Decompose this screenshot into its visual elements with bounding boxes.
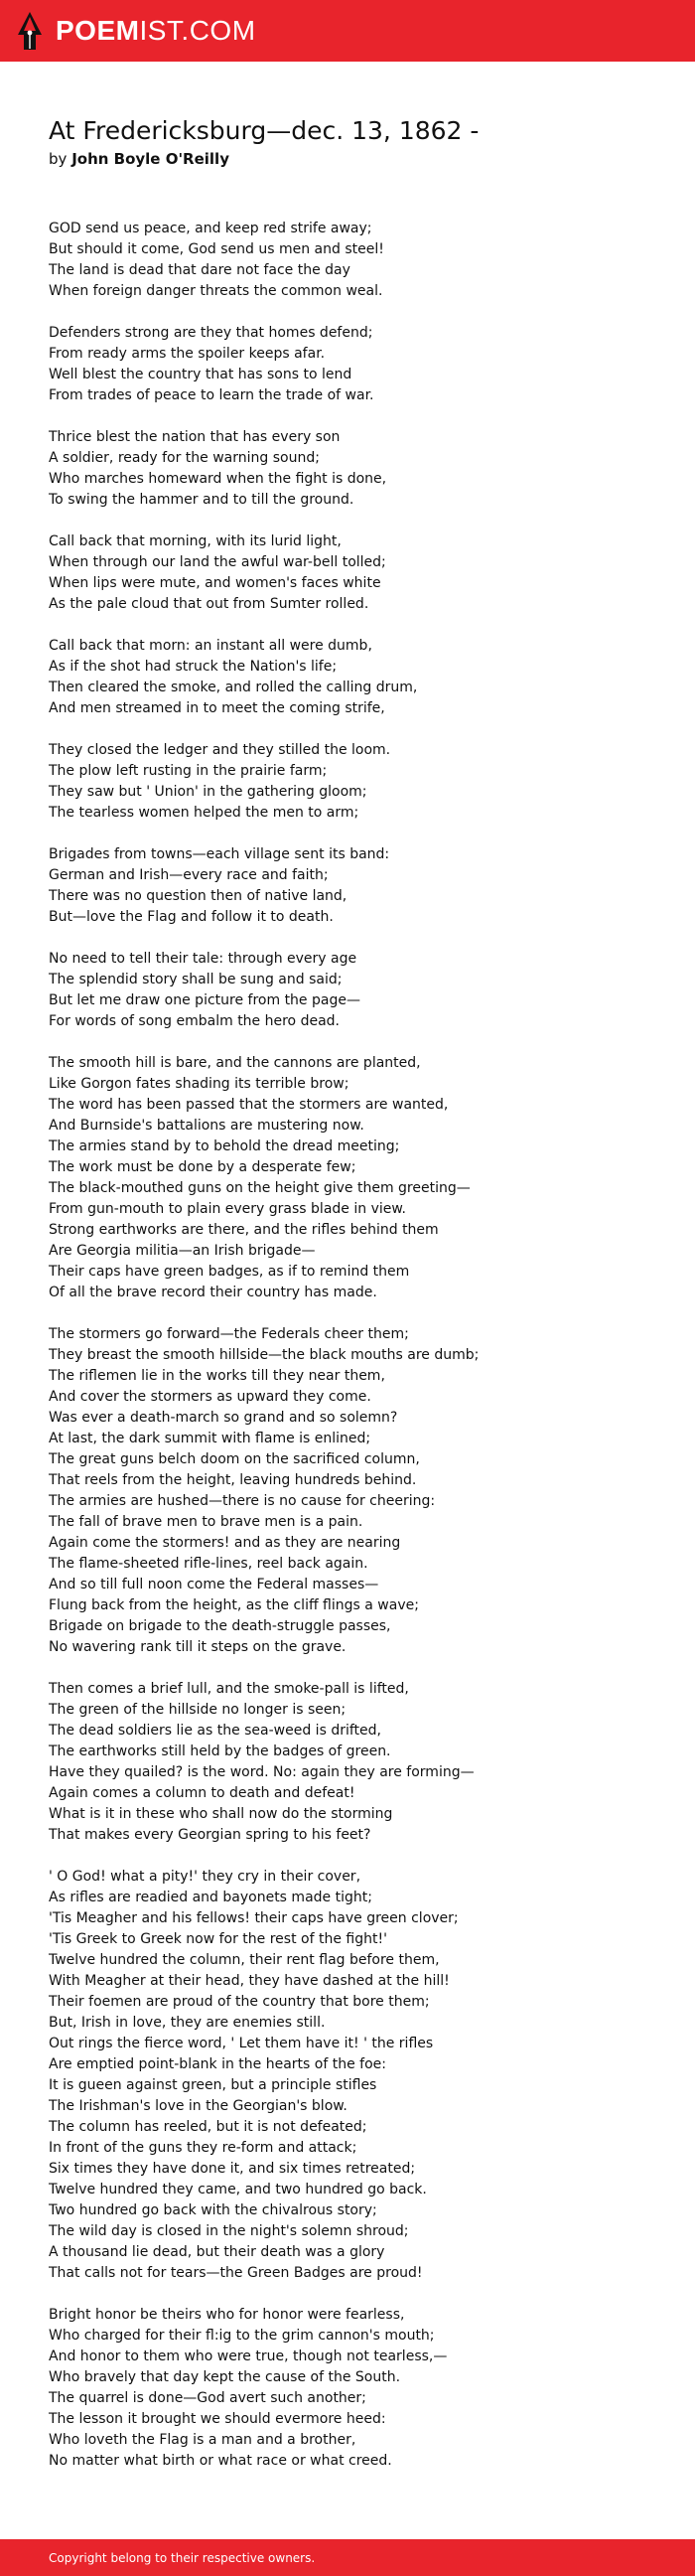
stanza xyxy=(49,844,664,928)
stanza xyxy=(49,1867,664,2284)
poem-line: The riflemen lie in the works till they near them, xyxy=(49,1368,385,1384)
poem-line: Are Georgia militia—an Irish brigade— xyxy=(49,1243,316,1259)
poem-line: Who loveth the Flag is a man and a brother, xyxy=(49,2432,356,2448)
poem-line: Call back that morn: an instant all were dumb, xyxy=(49,638,372,654)
brand-rest: IST.COM xyxy=(139,15,256,46)
poem-title: At Fredericksburg—dec. 13, 1862 - xyxy=(49,116,480,145)
poem-line: Are emptied point-blank in the hearts of the foe: xyxy=(49,2056,386,2072)
poem-line: But should it come, God send us men and steel! xyxy=(49,241,384,257)
fountain-pen-icon xyxy=(16,11,44,51)
poem-line: The word has been passed that the stormers are wanted, xyxy=(49,1097,449,1113)
site-footer xyxy=(0,2539,695,2576)
poem-line: Strong earthworks are there, and the rifles behind them xyxy=(49,1222,439,1238)
stanza xyxy=(49,1053,664,1303)
poem-line: Brigade on brigade to the death-struggle passes, xyxy=(49,1618,391,1634)
poem-heading xyxy=(49,115,664,169)
poem-line: The dead soldiers lie as the sea-weed is drifted, xyxy=(49,1723,381,1739)
poem-line: What is it in these who shall now do the storming xyxy=(49,1806,393,1822)
poem-line: Was ever a death-march so grand and so solemn? xyxy=(49,1410,398,1426)
brand-bold: POEM xyxy=(56,15,140,46)
poem-line: The green of the hillside no longer is seen; xyxy=(49,1702,347,1718)
poem-line: Who charged for their fl:ig to the grim cannon's mouth; xyxy=(49,2328,435,2344)
poem-line: The wild day is closed in the night's solemn shroud; xyxy=(49,2223,409,2239)
site-logo[interactable] xyxy=(16,0,256,62)
author-name: John Boyle O'Reilly xyxy=(71,150,229,168)
poem-line: The quarrel is done—God avert such another; xyxy=(49,2390,366,2406)
poem-line: Defenders strong are they that homes defend; xyxy=(49,325,373,341)
poem-line: 'Tis Meagher and his fellows! their caps have green clover; xyxy=(49,1910,459,1926)
poem-line: It is gueen against green, but a principle stifles xyxy=(49,2077,377,2093)
poem-line: The stormers go forward—the Federals cheer them; xyxy=(49,1326,409,1342)
poem-line: And honor to them who were true, though not tearless,— xyxy=(49,2349,448,2364)
poem-line: The smooth hill is bare, and the cannons are planted, xyxy=(49,1055,421,1071)
poem-line: Then cleared the smoke, and rolled the calling drum, xyxy=(49,680,418,695)
poem-line: There was no question then of native land, xyxy=(49,888,348,904)
poem-line: Out rings the fierce word, ' Let them have it! ' the rifles xyxy=(49,2036,434,2051)
poem-line: The work must be done by a desperate few; xyxy=(49,1159,356,1175)
poem-line: The armies are hushed—there is no cause for cheering: xyxy=(49,1493,436,1509)
poem-line: Their foemen are proud of the country that bore them; xyxy=(49,1994,430,2010)
poem-line: They breast the smooth hillside—the black mouths are dumb; xyxy=(49,1347,480,1363)
poem-line: As if the shot had struck the Nation's life; xyxy=(49,659,338,675)
poem-line: Who bravely that day kept the cause of the South. xyxy=(49,2369,401,2385)
poem-line: The splendid story shall be sung and said; xyxy=(49,972,343,987)
poem-line: And Burnside's battalions are mustering now. xyxy=(49,1118,364,1134)
stanza xyxy=(49,531,664,615)
stanza xyxy=(49,949,664,1032)
poem-line: To swing the hammer and to till the ground. xyxy=(49,492,354,508)
poem-line: 'Tis Greek to Greek now for the rest of the fight!' xyxy=(49,1931,387,1947)
poem-line: The tearless women helped the men to arm; xyxy=(49,805,359,821)
poem-line: German and Irish—every race and faith; xyxy=(49,867,329,883)
poem-line: Their caps have green badges, as if to remind them xyxy=(49,1264,410,1280)
poem-line: Call back that morning, with its lurid light, xyxy=(49,533,342,549)
poem-line: From trades of peace to learn the trade of war. xyxy=(49,387,374,403)
stanza xyxy=(49,740,664,824)
poem-line: The plow left rusting in the prairie farm; xyxy=(49,763,328,779)
byline-prefix: by xyxy=(49,150,68,168)
poem-line: Two hundred go back with the chivalrous story; xyxy=(49,2202,377,2218)
poem-line: The black-mouthed guns on the height give them greeting— xyxy=(49,1180,471,1196)
poem-line: Bright honor be theirs who for honor were fearless, xyxy=(49,2307,405,2323)
byline xyxy=(49,149,664,169)
poem-line: The Irishman's love in the Georgian's blow. xyxy=(49,2098,348,2114)
stanza xyxy=(49,323,664,406)
poem-line: That reels from the height, leaving hundreds behind. xyxy=(49,1472,417,1488)
poem-line: A thousand lie dead, but their death was a glory xyxy=(49,2244,385,2260)
site-brand xyxy=(56,17,256,45)
poem-line: At last, the dark summit with flame is enlined; xyxy=(49,1431,371,1446)
poem-line: Flung back from the height, as the cliff flings a wave; xyxy=(49,1597,419,1613)
poem-line: Again come the stormers! and as they are nearing xyxy=(49,1535,401,1551)
poem-line: And so till full noon come the Federal masses— xyxy=(49,1577,379,1592)
poem-line: But, Irish in love, they are enemies still. xyxy=(49,2015,326,2031)
poem-line: When lips were mute, and women's faces white xyxy=(49,575,381,591)
poem-line: Six times they have done it, and six times retreated; xyxy=(49,2161,416,2177)
poem-line: They saw but ' Union' in the gathering gloom; xyxy=(49,784,367,800)
poem-line: The flame-sheeted rifle-lines, reel back again. xyxy=(49,1556,368,1572)
poem-line: When through our land the awful war-bell tolled; xyxy=(49,554,386,570)
poem-line: With Meagher at their head, they have dashed at the hill! xyxy=(49,1973,450,1989)
poem-line: The lesson it brought we should evermore heed: xyxy=(49,2411,386,2427)
poem-line: Have they quailed? is the word. No: again they are forming— xyxy=(49,1764,475,1780)
poem-line: ' O God! what a pity!' they cry in their cover, xyxy=(49,1869,361,1885)
poem-line: Twelve hundred the column, their rent flag before them, xyxy=(49,1952,440,1968)
poem-line: The great guns belch doom on the sacrificed column, xyxy=(49,1451,420,1467)
poem-line: And cover the stormers as upward they come. xyxy=(49,1389,371,1405)
poem-line: The column has reeled, but it is not defeated; xyxy=(49,2119,367,2135)
poem-line: For words of song embalm the hero dead. xyxy=(49,1013,340,1029)
poem-line: The armies stand by to behold the dread meeting; xyxy=(49,1138,400,1154)
poem-line: Twelve hundred they came, and two hundred go back. xyxy=(49,2182,427,2197)
poem-line: GOD send us peace, and keep red strife away; xyxy=(49,221,372,236)
poem-line: That calls not for tears—the Green Badges are proud! xyxy=(49,2265,423,2281)
poem-line: No matter what birth or what race or what creed. xyxy=(49,2453,392,2469)
poem-line: The land is dead that dare not face the day xyxy=(49,262,350,278)
poem-line: From ready arms the spoiler keeps afar. xyxy=(49,346,326,362)
poem-line: No need to tell their tale: through every age xyxy=(49,951,357,967)
poem-line: Who marches homeward when the fight is done, xyxy=(49,471,387,487)
poem-line: When foreign danger threats the common weal. xyxy=(49,283,383,299)
stanza xyxy=(49,219,664,302)
poem-line: The fall of brave men to brave men is a pain. xyxy=(49,1514,363,1530)
poem-line: The earthworks still held by the badges of green. xyxy=(49,1743,391,1759)
poem-line: Then comes a brief lull, and the smoke-pall is lifted, xyxy=(49,1681,409,1697)
poem-line: That makes every Georgian spring to his feet? xyxy=(49,1827,371,1843)
stanza xyxy=(49,1679,664,1846)
poem-line: As rifles are readied and bayonets made tight; xyxy=(49,1890,372,1905)
poem-line: A soldier, ready for the warning sound; xyxy=(49,450,320,466)
site-header xyxy=(0,0,695,62)
poem-line: Again comes a column to death and defeat! xyxy=(49,1785,355,1801)
poem-line: They closed the ledger and they stilled the loom. xyxy=(49,742,391,758)
poem-line: In front of the guns they re-form and attack; xyxy=(49,2140,357,2156)
poem-line: No wavering rank till it steps on the grave. xyxy=(49,1639,347,1655)
stanza xyxy=(49,636,664,719)
poem-line: Like Gorgon fates shading its terrible brow; xyxy=(49,1076,349,1092)
stanza xyxy=(49,1324,664,1658)
poem-body xyxy=(49,219,664,2493)
poem-line: Well blest the country that has sons to lend xyxy=(49,367,352,382)
poem-line: And men streamed in to meet the coming strife, xyxy=(49,700,385,716)
copyright-text: Copyright belong to their respective owners. xyxy=(49,2550,316,2565)
poem-line: From gun-mouth to plain every grass blade in view. xyxy=(49,1201,406,1217)
poem-line: As the pale cloud that out from Sumter rolled. xyxy=(49,596,369,612)
poem-line: But let me draw one picture from the page— xyxy=(49,992,360,1008)
poem-line: Thrice blest the nation that has every son xyxy=(49,429,341,445)
poem-line: Brigades from towns—each village sent its band: xyxy=(49,846,390,862)
poem-line: But—love the Flag and follow it to death. xyxy=(49,909,334,925)
poem-line: Of all the brave record their country has made. xyxy=(49,1285,377,1300)
stanza xyxy=(49,427,664,511)
stanza xyxy=(49,2305,664,2472)
